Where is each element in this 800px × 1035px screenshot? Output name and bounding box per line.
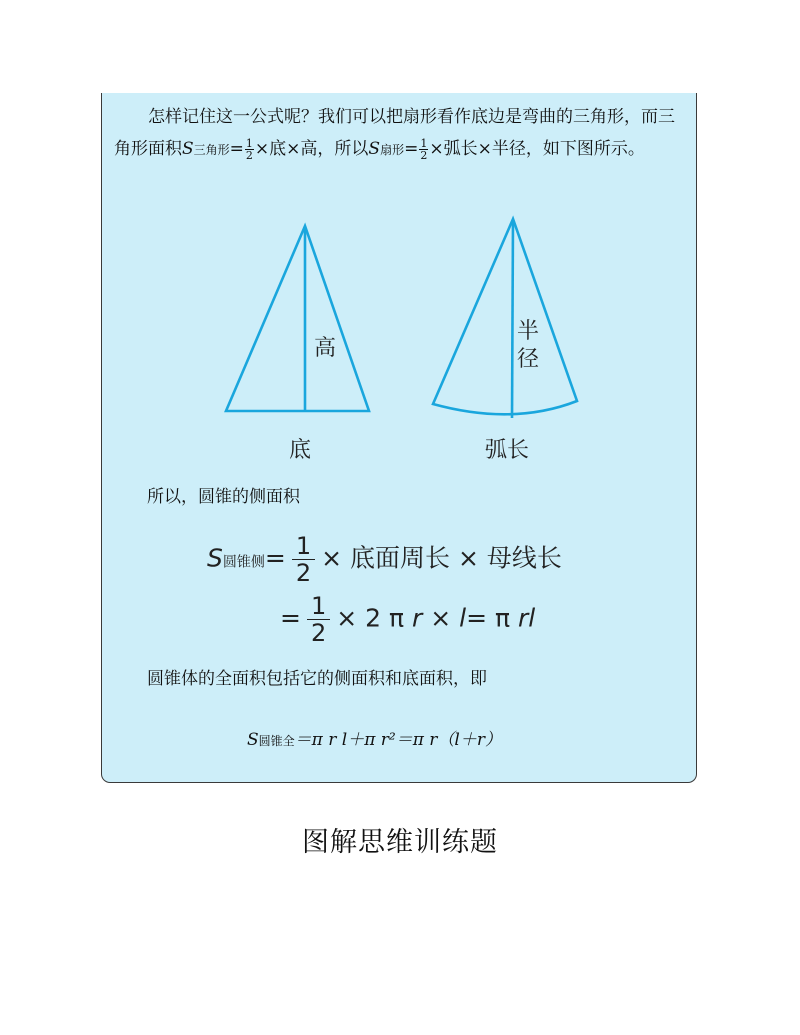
equals-1: =	[229, 139, 244, 159]
s-fan-subscript: 扇形	[380, 143, 405, 157]
sector-radius-line	[512, 219, 513, 418]
sector-radius-label-bottom: 径	[517, 347, 540, 372]
half-fraction-1: $\frac{1}{2}$	[245, 137, 253, 162]
sector-radius-label-top: 半	[517, 319, 540, 344]
fan-formula-rest: ×弧长×半径，如下图所示。	[429, 139, 645, 159]
sector-arc-label: 弧长	[485, 438, 530, 463]
triangle-sector-diagram	[102, 93, 698, 493]
total-intro: 圆锥体的全面积包括它的侧面积和底面积，即	[147, 669, 487, 689]
lateral-formula-line-1: S圆锥侧= $\frac{1}{2}$ × 底面周长 × 母线长	[207, 532, 562, 587]
s-triangle-subscript: 三角形	[193, 143, 230, 157]
info-panel	[101, 93, 697, 783]
lateral-intro: 所以，圆锥的侧面积	[147, 487, 300, 507]
s-triangle-symbol: S	[182, 139, 194, 159]
triangle-base-label: 底	[289, 438, 312, 463]
triangle-height-label: 高	[314, 336, 337, 361]
total-formula: S圆锥全＝π r l＋π r²＝π r（l＋r）	[247, 730, 503, 750]
triangle-formula-rest: ×底×高，所以	[254, 139, 369, 159]
intro-lead: 怎样记住这一公式呢？我们可以把扇形看作底边是弯曲的三角形，而三角形面积	[114, 107, 675, 159]
half-fraction-2: $\frac{1}{2}$	[420, 137, 428, 162]
section-heading: 图解思维训练题	[302, 827, 498, 858]
triangle-shape	[226, 226, 369, 411]
sector-shape	[433, 219, 577, 414]
s-fan-symbol: S	[368, 139, 381, 159]
lateral-formula-line-2: = $\frac{1}{2}$ × 2 π r × l= π rl	[280, 592, 536, 647]
equals-2: =	[404, 139, 419, 159]
